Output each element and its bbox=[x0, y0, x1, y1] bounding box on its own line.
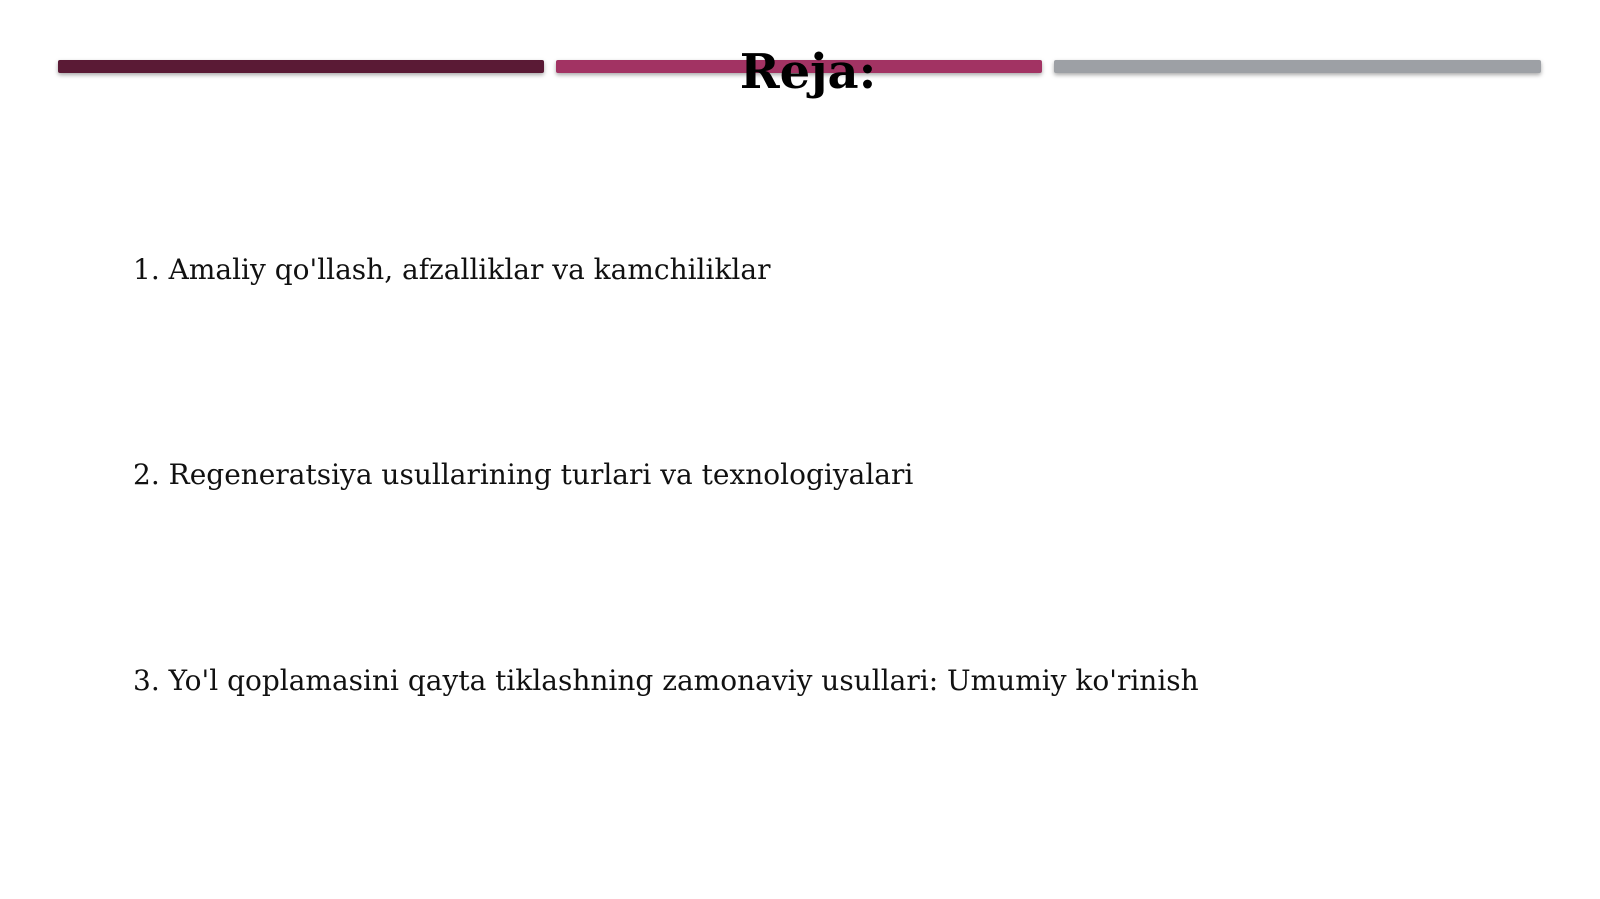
slide-title: Reja: bbox=[739, 44, 877, 100]
plan-item-3: 3. Yo'l qoplamasini qayta tiklashning zamonaviy usullari: Umumiy ko'rinish bbox=[133, 664, 1199, 697]
plan-item-1: 1. Amaliy qo'llash, afzalliklar va kamchiliklar bbox=[133, 253, 771, 286]
plan-item-2: 2. Regeneratsiya usullarining turlari va texnologiyalari bbox=[133, 458, 914, 491]
